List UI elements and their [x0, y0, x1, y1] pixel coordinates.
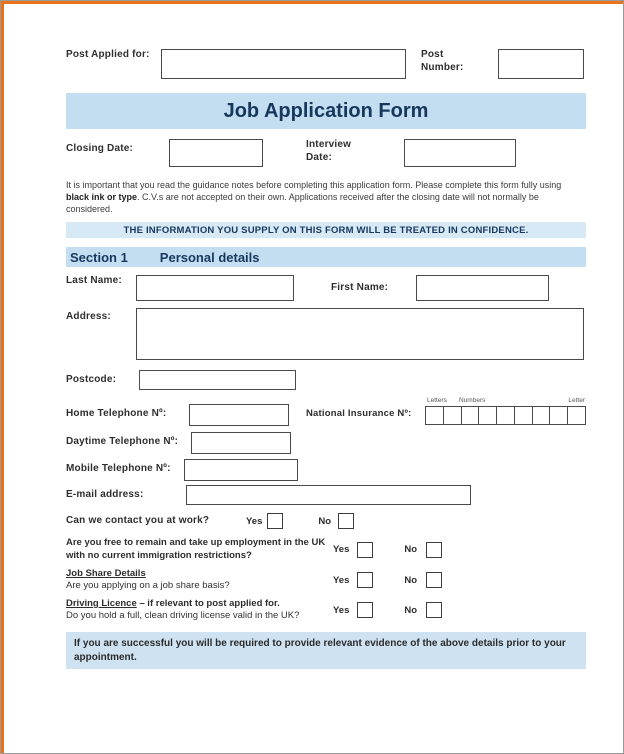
ni-cell[interactable] — [549, 406, 568, 425]
confidence-banner — [66, 222, 586, 238]
title-banner — [66, 93, 586, 129]
ni-cell[interactable] — [478, 406, 497, 425]
national-insurance-grid — [425, 397, 586, 425]
driving-no-label: No — [404, 604, 418, 616]
ni-cell[interactable] — [567, 406, 586, 425]
first-name-input[interactable] — [416, 275, 549, 301]
jobshare-heading: Job Share Details — [66, 568, 146, 580]
contact-at-work-row — [66, 513, 586, 529]
interview-date-label: Interview Date: — [306, 139, 352, 163]
question-driving-row — [66, 598, 586, 623]
email-label: E-mail address: — [66, 489, 144, 501]
ni-letters-label: Letters — [427, 397, 447, 405]
guidance-text-before: It is important that you read the guidance notes before completing this application form. Please complete this form fully using — [66, 180, 562, 190]
confidence-text: THE INFORMATION YOU SUPPLY ON THIS FORM WILL BE TREATED IN CONFIDENCE. — [123, 224, 529, 236]
ni-letter-label: Letter — [568, 397, 585, 405]
page-title: Job Application Form — [223, 99, 429, 122]
mobile-phone-row — [66, 459, 586, 481]
postcode-row — [66, 370, 586, 390]
postcode-label: Postcode: — [66, 374, 117, 386]
address-row — [66, 308, 586, 360]
closing-date-label: Closing Date: — [66, 143, 134, 154]
contact-no-label: No — [318, 515, 332, 527]
guidance-paragraph — [66, 179, 586, 215]
jobshare-no-checkbox[interactable] — [426, 572, 442, 588]
question-immigration-text: Are you free to remain and take up employment in the UK with no current immigration restrictions? — [66, 537, 326, 561]
question-jobshare-row — [66, 568, 586, 593]
driving-heading: Driving Licence — [66, 597, 137, 609]
post-number-label: Post Number: — [421, 49, 464, 73]
post-applied-row — [66, 49, 586, 79]
dates-row — [66, 139, 586, 167]
immigration-yes-label: Yes — [333, 544, 350, 556]
email-row — [66, 485, 586, 505]
daytime-phone-label: Daytime Telephone Nº: — [66, 436, 179, 448]
driving-yes-checkbox[interactable] — [357, 602, 373, 618]
address-label: Address: — [66, 311, 111, 323]
ni-cell[interactable] — [532, 406, 551, 425]
jobshare-yes-checkbox[interactable] — [357, 572, 373, 588]
section1-bar — [66, 247, 586, 267]
form-content — [4, 4, 623, 669]
contact-yes-checkbox[interactable] — [267, 513, 283, 529]
ni-cell[interactable] — [514, 406, 533, 425]
daytime-phone-row — [66, 432, 586, 454]
address-input[interactable] — [136, 308, 584, 360]
last-name-input[interactable] — [136, 275, 294, 301]
page-frame — [1, 1, 623, 753]
driving-heading-rest: – if relevant to post applied for. — [136, 597, 280, 609]
ni-cells — [425, 406, 586, 425]
ni-cell[interactable] — [461, 406, 480, 425]
immigration-no-label: No — [404, 544, 418, 556]
ni-mini-labels — [425, 397, 586, 405]
name-row — [66, 275, 586, 301]
question-immigration-row — [66, 537, 586, 562]
ni-numbers-label: Numbers — [459, 397, 486, 405]
evidence-banner — [66, 632, 586, 669]
question-driving-text: Do you hold a full, clean driving license valid in the UK? — [66, 610, 300, 622]
contact-no-checkbox[interactable] — [338, 513, 354, 529]
post-number-input[interactable] — [498, 49, 584, 79]
evidence-text: If you are successful you will be required to provide relevant evidence of the above details prior to your appointment. — [74, 638, 566, 663]
mobile-phone-label: Mobile Telephone Nº: — [66, 463, 171, 475]
home-phone-label: Home Telephone Nº: — [66, 408, 167, 420]
ni-cell[interactable] — [496, 406, 515, 425]
section1-number: Section 1 — [70, 249, 128, 265]
post-applied-label: Post Applied for: — [66, 49, 150, 60]
question-driving-text-block — [66, 598, 331, 623]
national-insurance-label: National Insurance Nº: — [306, 408, 412, 420]
guidance-text-after: . C.V.s are not accepted on their own. Applications received after the closing date will not normally be considered. — [66, 192, 539, 215]
guidance-text-bold: black ink or type — [66, 192, 138, 203]
ni-cell[interactable] — [443, 406, 462, 425]
driving-no-checkbox[interactable] — [426, 602, 442, 618]
closing-date-input[interactable] — [169, 139, 263, 167]
last-name-label: Last Name: — [66, 275, 122, 287]
jobshare-yes-label: Yes — [333, 574, 350, 586]
ni-cell[interactable] — [425, 406, 444, 425]
immigration-yes-checkbox[interactable] — [357, 542, 373, 558]
interview-date-input[interactable] — [404, 139, 516, 167]
postcode-input[interactable] — [139, 370, 296, 390]
contact-yes-label: Yes — [246, 515, 263, 527]
contact-at-work-label: Can we contact you at work? — [66, 515, 210, 527]
question-jobshare-text-block — [66, 568, 331, 593]
mobile-phone-input[interactable] — [184, 459, 298, 481]
home-phone-row — [66, 397, 586, 426]
first-name-label: First Name: — [331, 282, 389, 294]
jobshare-no-label: No — [404, 574, 418, 586]
post-applied-input[interactable] — [161, 49, 406, 79]
home-phone-input[interactable] — [189, 404, 289, 426]
daytime-phone-input[interactable] — [191, 432, 291, 454]
driving-yes-label: Yes — [333, 604, 350, 616]
question-immigration-text-block — [66, 537, 331, 562]
question-jobshare-text: Are you applying on a job share basis? — [66, 580, 230, 592]
immigration-no-checkbox[interactable] — [426, 542, 442, 558]
section1-title: Personal details — [159, 249, 260, 265]
email-input[interactable] — [186, 485, 471, 505]
